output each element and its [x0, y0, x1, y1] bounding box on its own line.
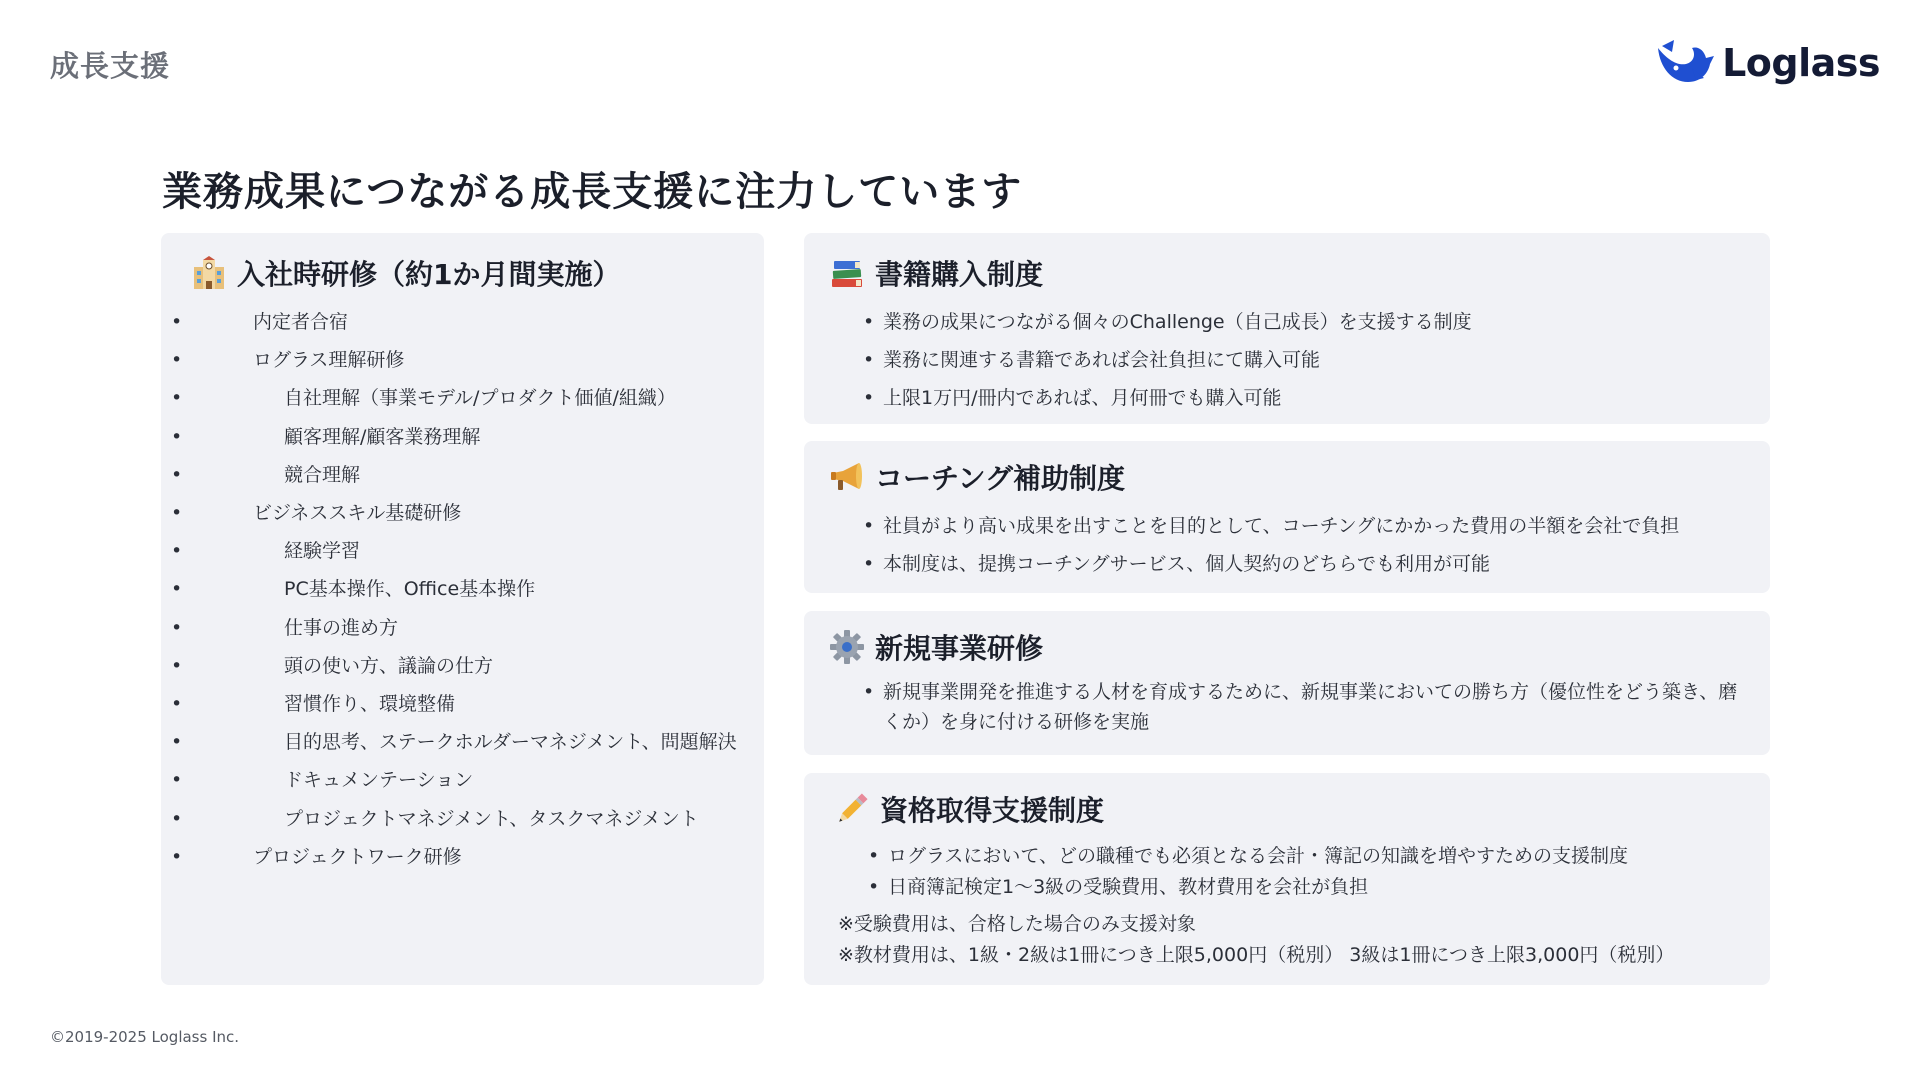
- list-item: • ログラスにおいて、どの職種でも必須となる会計・簿記の知識を増やすための支援制度: [834, 841, 1770, 872]
- books-list: [829, 303, 1770, 417]
- onboarding-card: [161, 233, 764, 985]
- list-item: • ドキュメンテーション: [191, 761, 764, 799]
- coaching-card-title: [829, 457, 1770, 497]
- copyright: ©2019-2025 Loglass Inc.: [50, 1028, 240, 1046]
- note-text: ※受験費用は、合格した場合のみ支援対象: [838, 913, 1196, 935]
- list-item: • ログラス理解研修: [191, 341, 764, 379]
- certification-notes: [834, 909, 1770, 971]
- page-title: 業務成果につながる成長支援に注力しています: [162, 169, 1023, 215]
- megaphone-icon: [829, 459, 865, 495]
- logo: [1654, 38, 1880, 88]
- list-item: • 目的思考、ステークホルダーマネジメント、問題解決: [191, 723, 764, 761]
- list-item: • 業務に関連する書籍であれば会社負担にて購入可能: [829, 341, 1770, 379]
- new-business-card-title: [829, 627, 1770, 667]
- list-item: • 社員がより高い成果を出すことを目的として、コーチングにかかった費用の半額を会社で負担: [829, 507, 1770, 545]
- new-business-card: [804, 611, 1770, 755]
- list-item: • 顧客理解/顧客業務理解: [191, 418, 764, 456]
- list-item: • プロジェクトワーク研修: [191, 838, 764, 876]
- onboarding-card-title: [191, 253, 764, 293]
- list-item: • 習慣作り、環境整備: [191, 685, 764, 723]
- list-item: • ビジネススキル基礎研修: [191, 494, 764, 532]
- list-item: • 本制度は、提携コーチングサービス、個人契約のどちらでも利用が可能: [829, 545, 1770, 583]
- onboarding-list: [191, 303, 764, 876]
- coaching-list: [829, 507, 1770, 583]
- books-icon: [829, 255, 865, 291]
- books-card: [804, 233, 1770, 424]
- whale-logo-icon: [1654, 38, 1716, 88]
- list-item: • 内定者合宿: [191, 303, 764, 341]
- new-business-title-text: 新規事業研修: [875, 632, 1044, 665]
- books-card-title: [829, 253, 1770, 293]
- list-item: • 自社理解（事業モデル/プロダクト価値/組織）: [191, 379, 764, 417]
- list-item: • 仕事の進め方: [191, 609, 764, 647]
- list-item: • 競合理解: [191, 456, 764, 494]
- pencil-icon: [834, 791, 870, 827]
- list-item: • 上限1万円/冊内であれば、月何冊でも購入可能: [829, 379, 1770, 417]
- books-title-text: 書籍購入制度: [875, 258, 1044, 291]
- logo-text: Loglass: [1722, 41, 1880, 85]
- list-item: • プロジェクトマネジメント、タスクマネジメント: [191, 800, 764, 838]
- certification-card-title: [834, 789, 1770, 829]
- gear-icon: [829, 629, 865, 665]
- new-business-list: [829, 677, 1770, 737]
- list-item: • 経験学習: [191, 532, 764, 570]
- list-item: • PC基本操作、Office基本操作: [191, 570, 764, 608]
- certification-list: [834, 841, 1770, 903]
- section-label: 成長支援: [50, 49, 171, 83]
- onboarding-title-text: 入社時研修（約1か月間実施）: [237, 258, 621, 291]
- list-item: • 日商簿記検定1〜3級の受験費用、教材費用を会社が負担: [834, 872, 1770, 903]
- certification-card: [804, 773, 1770, 985]
- coaching-title-text: コーチング補助制度: [875, 462, 1126, 495]
- list-item: • 頭の使い方、議論の仕方: [191, 647, 764, 685]
- coaching-card: [804, 441, 1770, 593]
- certification-title-text: 資格取得支援制度: [880, 794, 1105, 827]
- note-text: ※教材費用は、1級・2級は1冊につき上限5,000円（税別） 3級は1冊につき上限3,000円（税別）: [838, 944, 1675, 966]
- list-item: • 新規事業開発を推進する人材を育成するために、新規事業においての勝ち方（優位性をどう築き、磨くか）を身に付ける研修を実施: [829, 677, 1770, 737]
- school-building-icon: [191, 255, 227, 291]
- list-item: • 業務の成果につながる個々のChallenge（自己成長）を支援する制度: [829, 303, 1770, 341]
